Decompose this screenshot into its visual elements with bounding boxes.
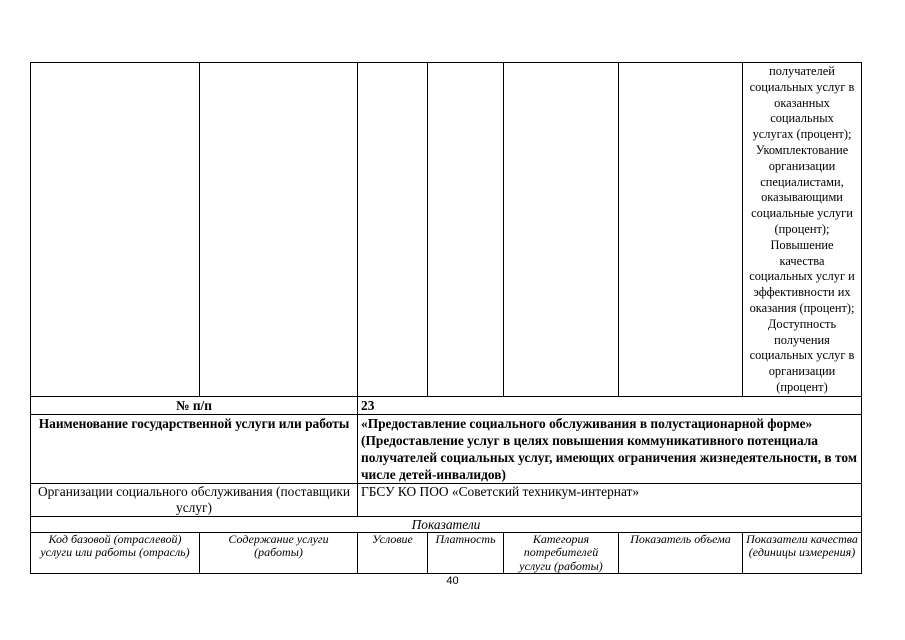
quality-line: социальных: [770, 111, 834, 126]
number-label: № п/п: [31, 396, 358, 414]
quality-line: оказания (процент);: [749, 300, 855, 315]
quality-line: эффективности их: [753, 285, 851, 300]
quality-line: социальных услуг и: [749, 269, 855, 284]
indicators-header: Показатели: [31, 516, 862, 532]
number-value: 23: [358, 396, 862, 414]
quality-line: специалистами,: [760, 174, 844, 189]
quality-line: Повышение: [770, 237, 834, 252]
quality-line: организации: [768, 158, 836, 173]
quality-line: Доступность: [767, 316, 837, 331]
empty-cell-content: [200, 63, 358, 397]
quality-line: (процент);: [774, 221, 830, 236]
column-header-condition: Условие: [358, 532, 428, 574]
quality-line: социальных услуг в: [749, 79, 855, 94]
quality-line: получателей: [769, 64, 835, 78]
organization-value: ГБСУ КО ПОО «Советский техникум-интернат»: [358, 483, 862, 516]
column-header-payment: Платность: [428, 532, 504, 574]
empty-cell-volume: [619, 63, 743, 397]
quality-line: социальные услуги: [751, 206, 853, 221]
column-headers-row: [31, 532, 862, 574]
column-header-code: Код базовой (отраслевой) услуги или работы (отрасль): [31, 532, 200, 574]
empty-cell-payment: [428, 63, 504, 397]
column-header-content: Содержание услуги (работы): [200, 532, 358, 574]
empty-cell-condition: [358, 63, 428, 397]
quality-line: социальных услуг в: [749, 348, 855, 363]
page-number: 40: [446, 575, 459, 587]
organization-label: Организации социального обслуживания (поставщики услуг): [31, 483, 358, 516]
column-header-volume: Показатель объема: [619, 532, 743, 574]
number-row: [31, 396, 862, 414]
organization-row: [31, 483, 862, 516]
services-table: [30, 62, 862, 574]
empty-cell-category: [504, 63, 619, 397]
service-name-value: «Предоставление социального обслуживания в полустационарной форме» (Предоставление услуг в целях повышения коммуникативного потенциала получателей социальных услуг, имеющих ограничения жизнедеятельности, в том числе детей-инвалидов): [358, 414, 862, 483]
quality-line: оказанных: [774, 95, 830, 110]
continuation-row: [31, 63, 862, 397]
quality-line: оказывающими: [761, 190, 843, 205]
quality-line: качества: [779, 253, 825, 268]
quality-indicators-cell: [743, 63, 862, 397]
empty-cell-code: [31, 63, 200, 397]
column-header-category: Категория потребителей услуги (работы): [504, 532, 619, 574]
column-header-quality: Показатели качества (единицы измерения): [743, 532, 862, 574]
quality-line: организации: [768, 364, 836, 379]
service-name-label: Наименование государственной услуги или работы: [31, 414, 358, 483]
quality-line: (процент): [776, 379, 828, 394]
quality-line: услугах (процент);: [752, 127, 852, 142]
quality-line: Укомплектование: [755, 142, 849, 157]
indicators-header-row: [31, 516, 862, 532]
quality-line: получения: [774, 332, 830, 347]
service-name-row: [31, 414, 862, 483]
